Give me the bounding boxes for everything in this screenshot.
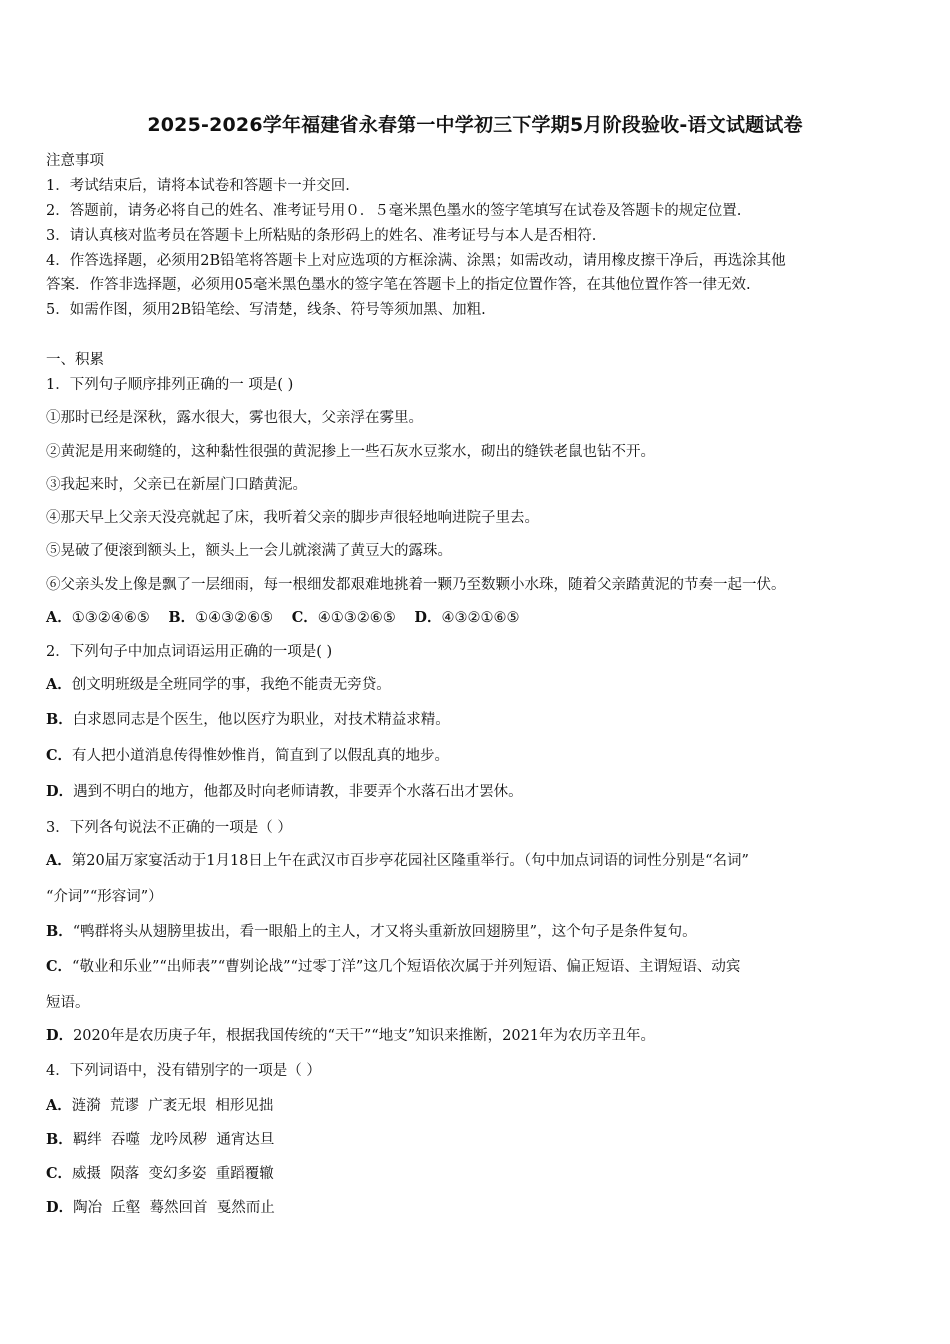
q4-option-b[interactable]: B．羁绊 吞噬 龙吟凤秽 通宵达旦 [46,1131,275,1148]
notice-heading: 注意事项 [46,153,104,169]
notice-item: 1．考试结束后，请将本试卷和答题卡一并交回. [46,178,350,194]
q1-option-a[interactable]: A．①③②④⑥⑤ [46,609,150,626]
q1-option-d[interactable]: D．④③②①⑥⑤ [414,609,520,626]
section-heading: 一、积累 [46,352,104,368]
q2-option-b[interactable]: B．白求恩同志是个医生，他以医疗为职业，对技术精益求精。 [46,711,450,728]
q2-option-d[interactable]: D．遇到不明白的地方，他都及时向老师请教，非要弄个水落石出才罢休。 [46,783,523,800]
question-2-stem: 2．下列句子中加点词语运用正确的一项是( ) [46,644,333,660]
q3-option-d[interactable]: D．2020年是农历庚子年，根据我国传统的“天干”“地支”知识来推断，2021年为农历辛丑年。 [46,1027,656,1044]
q1-options [46,608,533,628]
notice-item: 5．如需作图，须用2B铅笔绘、写清楚，线条、符号等须加黑、加粗. [46,302,486,318]
notice-item: 2．答题前，请务必将自己的姓名、准考证号用０．５毫米黑色墨水的签字笔填写在试卷及答题卡的规定位置. [46,203,742,219]
notice-item: 3．请认真核对监考员在答题卡上所粘贴的条形码上的姓名、准考证号与本人是否相符. [46,228,597,244]
q3-option-c-cont: 短语。 [46,995,90,1011]
q2-option-a[interactable]: A．创文明班级是全班同学的事，我绝不能责无旁贷。 [46,676,391,693]
q3-option-b[interactable]: B．“鸭群将头从翅膀里拔出，看一眼船上的主人，才又将头重新放回翅膀里”，这个句子是条件复句。 [46,923,697,940]
question-4-stem: 4．下列词语中，没有错别字的一项是（ ） [46,1063,321,1079]
notice-item: 答案．作答非选择题，必须用05毫米黑色墨水的签字笔在答题卡上的指定位置作答，在其他位置作答一律无效. [46,277,751,293]
q1-sentence: ②黄泥是用来砌缝的，这种黏性很强的黄泥掺上一些石灰水豆浆水，砌出的缝铁老鼠也钻不开。 [46,444,655,460]
q4-option-a[interactable]: A．涟漪 荒谬 广袤无垠 相形见拙 [46,1097,274,1114]
q4-option-c[interactable]: C．威摄 陨落 变幻多姿 重蹈覆辙 [46,1165,274,1182]
q3-option-c[interactable]: C．“敬业和乐业”“出师表”“曹刿论战”“过零丁洋”这几个短语依次属于并列短语、偏正短语、主谓短语、动宾 [46,958,741,975]
notice-item: 4．作答选择题，必须用2B铅笔将答题卡上对应选项的方框涂满、涂黑；如需改动，请用橡皮擦干净后，再选涂其他 [46,253,786,269]
q3-option-a-cont: “介词”“形容词”） [46,889,163,905]
q1-sentence: ⑤晃破了便滚到额头上，额头上一会儿就滚满了黄豆大的露珠。 [46,543,452,559]
q1-sentence: ⑥父亲头发上像是飘了一层细雨，每一根细发都艰难地挑着一颗乃至数颗小水珠，随着父亲踏黄泥的节奏一起一伏。 [46,577,786,593]
q4-option-d[interactable]: D．陶冶 丘壑 蓦然回首 戛然而止 [46,1199,275,1216]
q1-sentence: ④那天早上父亲天没亮就起了床，我听着父亲的脚步声很轻地响进院子里去。 [46,510,539,526]
question-3-stem: 3．下列各句说法不正确的一项是（ ） [46,820,292,836]
page-title: 2025-2026学年福建省永春第一中学初三下学期5月阶段验收-语文试题试卷 [147,114,803,136]
question-1-stem: 1．下列句子顺序排列正确的一 项是( ) [46,377,294,393]
q1-option-b[interactable]: B．①④③②⑥⑤ [168,609,274,626]
q1-sentence: ③我起来时，父亲已在新屋门口踏黄泥。 [46,477,307,493]
q1-sentence: ①那时已经是深秋，露水很大，雾也很大，父亲浮在雾里。 [46,410,423,426]
q2-option-c[interactable]: C．有人把小道消息传得惟妙惟肖，简直到了以假乱真的地步。 [46,747,450,764]
q1-option-c[interactable]: C．④①③②⑥⑤ [291,609,396,626]
q3-option-a[interactable]: A．第20届万家宴活动于1月18日上午在武汉市百步亭花园社区隆重举行。（句中加点词语的词性分别是“名词” [46,852,749,869]
